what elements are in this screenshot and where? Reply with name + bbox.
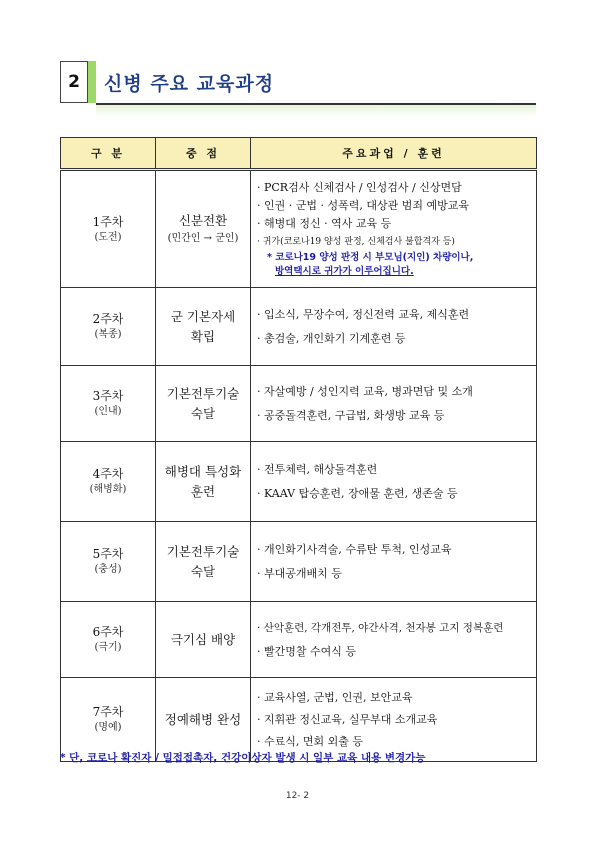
table-row (61, 602, 537, 678)
week-label: 7주차 (92, 705, 124, 719)
focus-label: 기본전투기술 (166, 543, 240, 559)
tasks-cell (251, 602, 537, 678)
task-item: · 개인화기사격술, 수류탄 투척, 인성교육 (257, 542, 452, 556)
focus-label: 기본전투기술 (166, 385, 240, 401)
week-cell (61, 170, 156, 288)
table-row (61, 522, 537, 602)
week-cell (61, 522, 156, 602)
table-row (61, 288, 537, 366)
week-theme: (극기) (94, 642, 122, 653)
week-theme: (도전) (94, 231, 122, 243)
table-row (61, 442, 537, 522)
focus-label: 해병대 특성화 (164, 463, 242, 479)
task-item: · 지휘관 정신교육, 실무부대 소개교육 (257, 712, 438, 726)
week-cell (61, 602, 156, 678)
table-header-row (61, 138, 537, 170)
section-title: 신병 주요 교육과정 (104, 73, 275, 95)
focus-cell (156, 678, 251, 762)
week-cell (61, 678, 156, 762)
focus-label-2: 숙달 (190, 563, 216, 579)
week-theme: (명예) (94, 722, 122, 733)
task-item: · 부대공개배치 등 (257, 566, 342, 580)
table-row (61, 678, 537, 762)
footnote: * 단, 코로나 확진자 / 밀접접촉자, 건강이상자 발생 시 일부 교육 내용 변경가능 (60, 752, 426, 764)
week-cell (61, 366, 156, 442)
task-item: · 산악훈련, 각개전투, 야간사격, 천자봉 고지 정복훈련 (257, 621, 504, 634)
week-cell (61, 288, 156, 366)
focus-label-2: 숙달 (190, 405, 216, 421)
task-item: · 공중돌격훈련, 구급법, 화생방 교육 등 (257, 408, 445, 422)
task-item: · 전투체력, 해상돌격훈련 (257, 462, 378, 476)
week-theme: (복종) (94, 329, 122, 340)
focus-cell (156, 366, 251, 442)
task-item: · KAAV 탑승훈련, 장애물 훈련, 생존술 등 (257, 486, 458, 500)
week-cell (61, 442, 156, 522)
focus-label: 신분전환 (178, 213, 228, 228)
task-item: · 수료식, 면회 외출 등 (257, 734, 363, 748)
week-theme: (충성) (94, 564, 122, 575)
section-accent-bar (88, 61, 96, 103)
task-item: · PCR검사 신체검사 / 인성검사 / 신상면담 (257, 181, 462, 194)
task-item: · 빨간명찰 수여식 등 (257, 644, 356, 658)
table-row (61, 366, 537, 442)
task-item: · 총검술, 개인화기 기계훈련 등 (257, 331, 406, 345)
week-label: 4주차 (92, 467, 124, 481)
header-category: 구 분 (61, 138, 156, 170)
week-label: 5주차 (92, 547, 124, 561)
tasks-cell (251, 442, 537, 522)
focus-cell (156, 522, 251, 602)
task-item: · 교육사열, 군법, 인권, 보안교육 (257, 690, 413, 704)
header-focus: 중 점 (156, 138, 251, 170)
week-label: 1주차 (92, 214, 124, 229)
focus-label-2: 훈련 (190, 483, 216, 499)
title-shade (96, 105, 536, 117)
week-theme: (해병화) (89, 484, 127, 495)
section-number: 2 (60, 61, 88, 103)
tasks-cell (251, 678, 537, 762)
header-tasks: 주요과업 / 훈련 (251, 138, 537, 170)
focus-cell (156, 602, 251, 678)
task-item: · 귀가(코로나19 양성 판정, 신체검사 불합격자 등) (257, 237, 455, 247)
week-label: 2주차 (92, 312, 124, 326)
page-number: 12- 2 (285, 791, 310, 801)
table-row (61, 170, 537, 288)
focus-label: 극기심 배양 (170, 631, 236, 647)
task-item: · 해병대 정신 · 역사 교육 등 (257, 217, 392, 230)
focus-cell (156, 288, 251, 366)
week-theme: (인내) (94, 406, 122, 417)
focus-cell (156, 170, 251, 288)
task-item: · 인권 · 군법 · 성폭력, 대상관 범죄 예방교육 (257, 199, 469, 212)
tasks-cell (251, 170, 537, 288)
covid-note-2: 방역택시로 귀가가 이루어집니다. (275, 266, 414, 277)
focus-label-2: 확립 (190, 328, 216, 344)
week-label: 6주차 (92, 625, 124, 639)
task-item: · 자살예방 / 성인지력 교육, 병과면담 및 소개 (257, 384, 473, 398)
tasks-cell (251, 366, 537, 442)
focus-label: 정예해병 완성 (164, 711, 242, 727)
covid-note: * 코로나19 양성 판정 시 부모님(지인) 차량이나, (267, 252, 474, 263)
week-label: 3주차 (92, 389, 124, 403)
task-item: · 입소식, 무장수여, 정신전력 교육, 제식훈련 (257, 307, 470, 321)
section-header (60, 61, 536, 106)
tasks-cell (251, 288, 537, 366)
focus-label: 군 기본자세 (170, 308, 236, 324)
focus-sub: (민간인 → 군인) (167, 233, 239, 244)
curriculum-table (60, 137, 537, 762)
focus-cell (156, 442, 251, 522)
tasks-cell (251, 522, 537, 602)
